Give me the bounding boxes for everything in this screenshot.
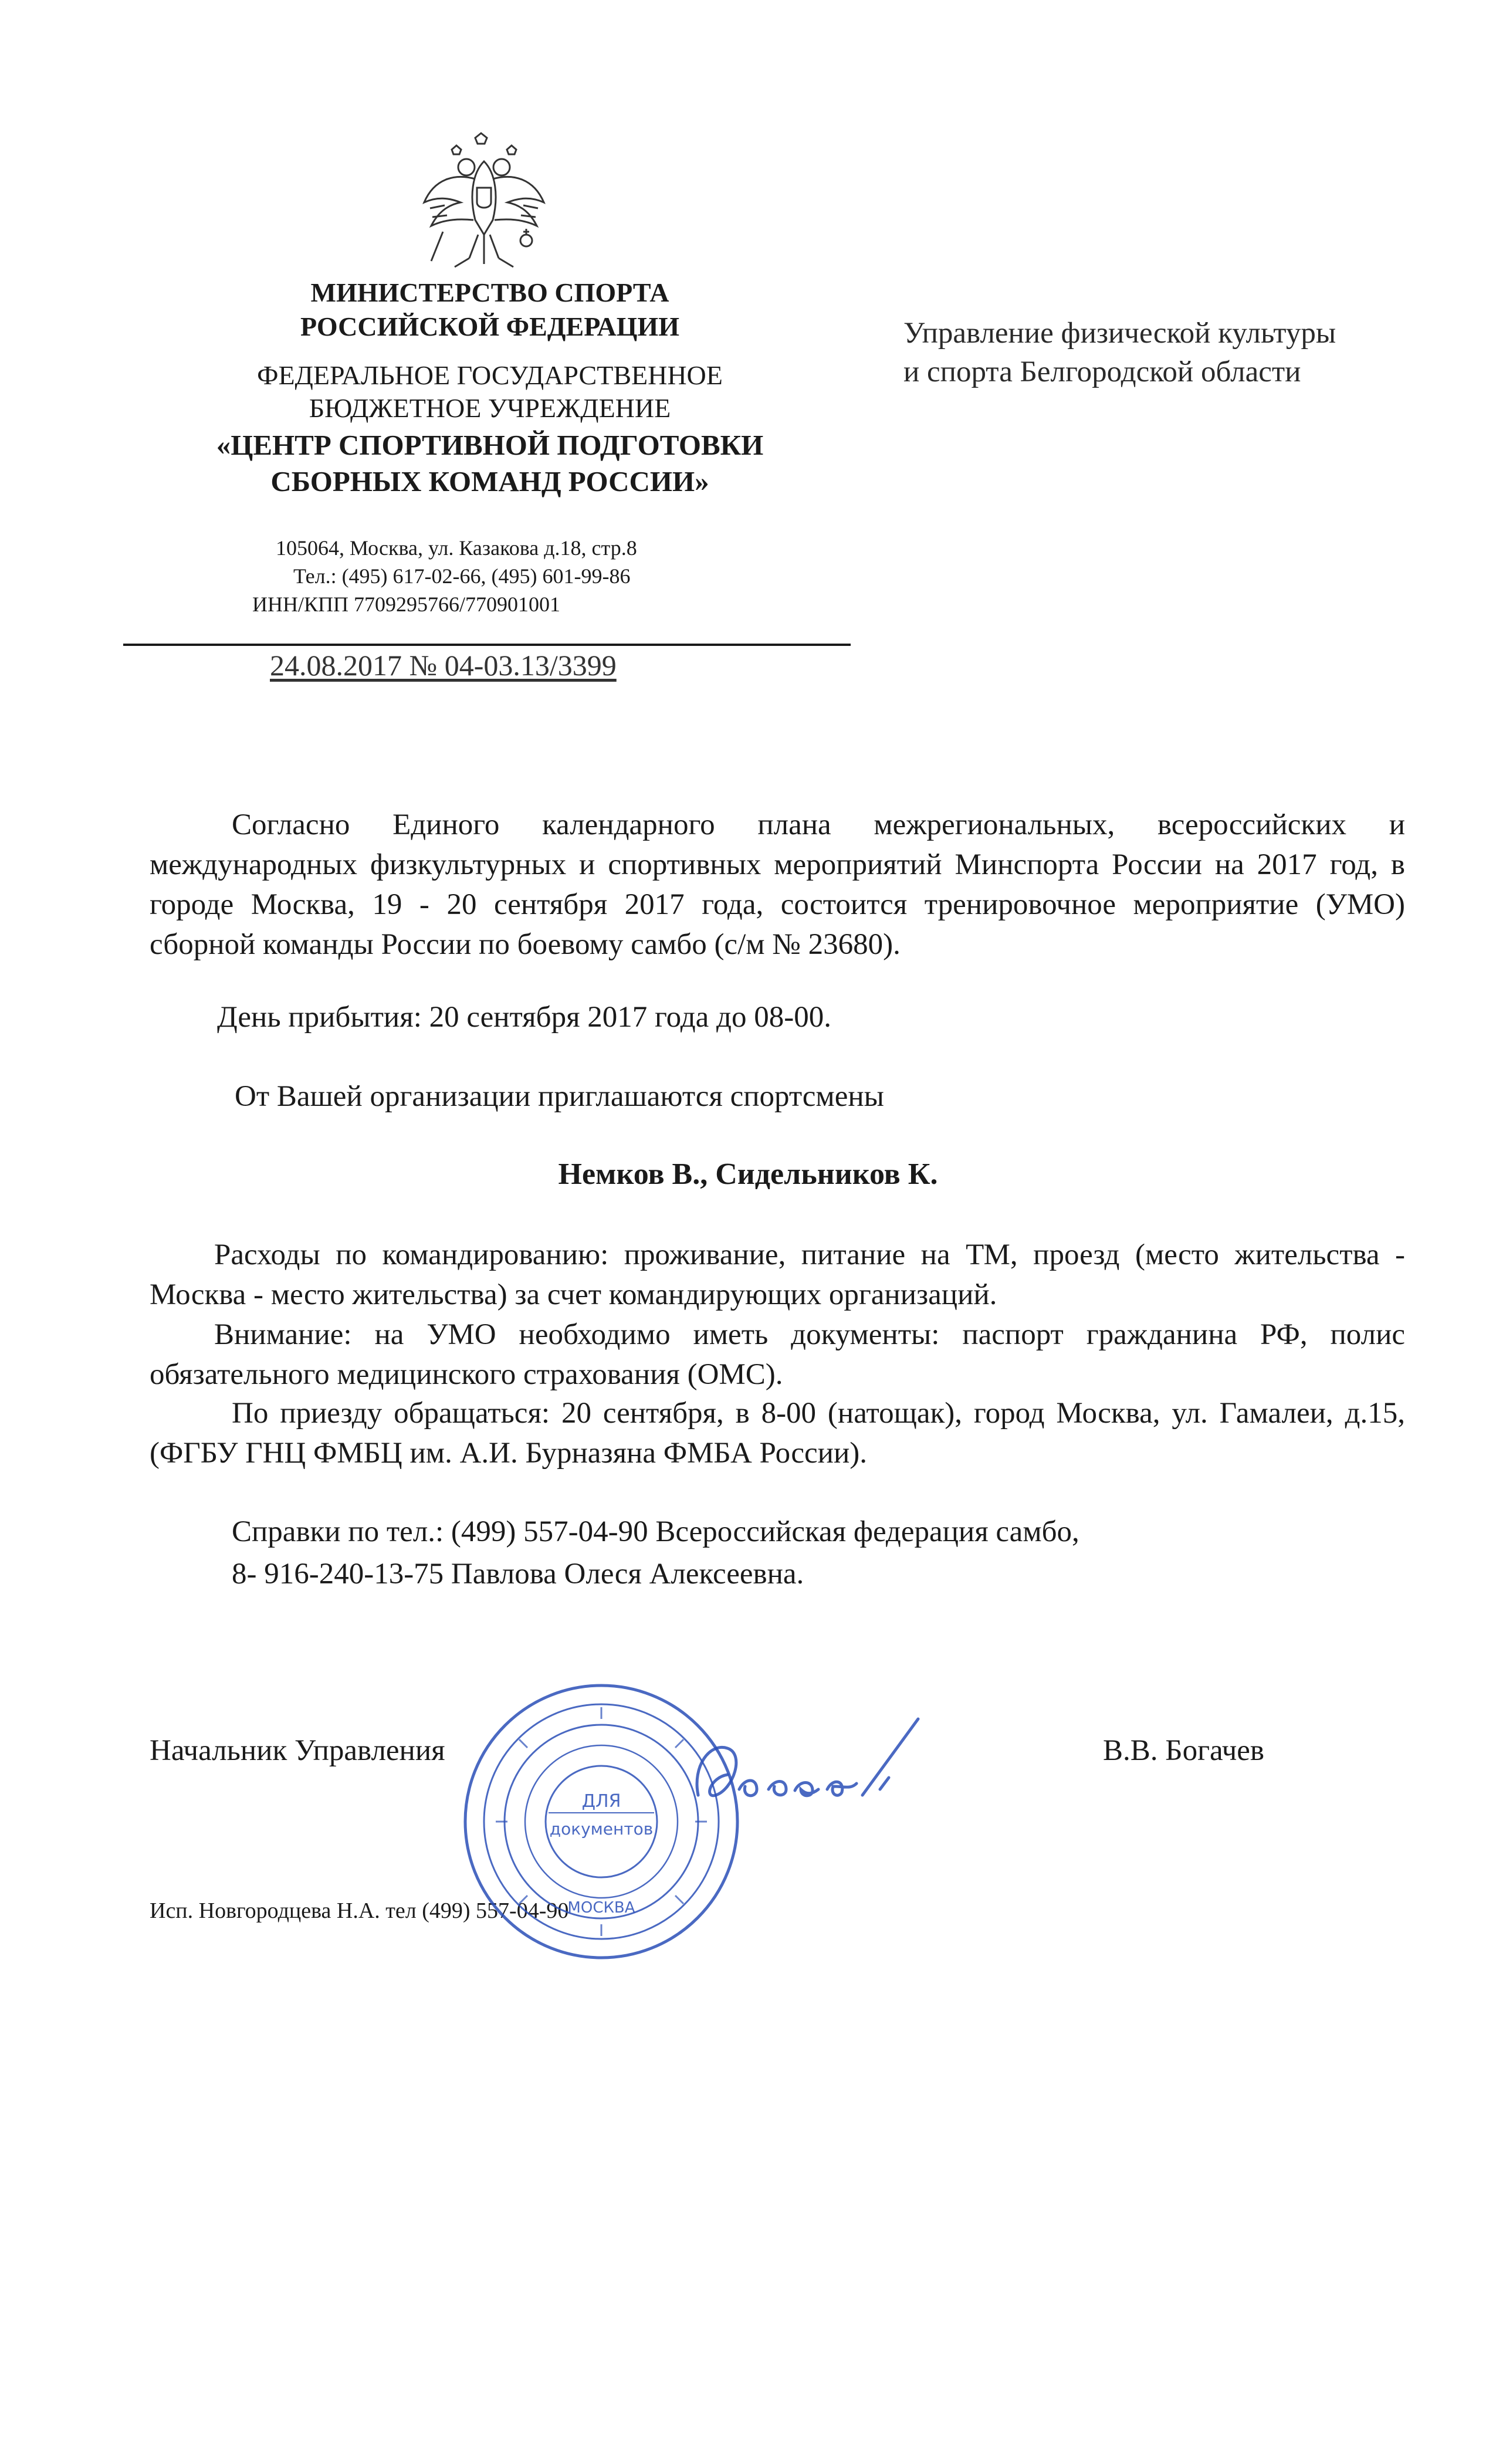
ministry-name [117, 276, 862, 344]
signer-name: В.В. Богачев [1103, 1734, 1264, 1767]
russian-coat-of-arms-icon [419, 132, 549, 279]
contact-block [235, 534, 751, 618]
stamp-center-line-1: ДЛЯ [581, 1791, 621, 1812]
stamp-center-line-2: документов [549, 1819, 654, 1839]
recipient [903, 314, 1336, 391]
document-number: 24.08.2017 № 04-03.13/3399 [270, 649, 617, 682]
handwritten-signature-icon [686, 1707, 933, 1830]
paragraph-expenses: Расходы по командированию: проживание, питание на ТМ, проезд (место жительства - Москва - место жительства) за счет командирующих организаций. [150, 1238, 1405, 1311]
paragraph-arrival-address: По приезду обращаться: 20 сентября, в 8-00 (натощак), город Москва, ул. Гамалеи, д.15, (ФГБУ ГНЦ ФМБЦ им. А.И. Бурназяна ФМБА России). [150, 1397, 1405, 1470]
inn-kpp: ИНН/КПП 7709295766/770901001 [252, 593, 561, 616]
phones: Тел.: (495) 617-02-66, (495) 601-99-86 [293, 564, 631, 588]
address: 105064, Москва, ул. Казакова д.18, стр.8 [276, 536, 637, 560]
institution-type [117, 359, 862, 425]
paragraph-attention: Внимание: на УМО необходимо иметь документы: паспорт гражданина РФ, полис обязательного медицинского страхования (ОМС). [150, 1318, 1405, 1391]
paragraph-arrival-day: День прибытия: 20 сентября 2017 года до 08-00. [217, 1001, 831, 1034]
ministry-line-1: МИНИСТЕРСТВО СПОРТА [310, 277, 669, 307]
recipient-line-1: Управление физической культуры [903, 317, 1336, 350]
info-line-1: Справки по тел.: (499) 557-04-90 Всероссийская федерация самбо, [232, 1515, 1079, 1548]
center-line-1: «ЦЕНТР СПОРТИВНОЙ ПОДГОТОВКИ [216, 429, 764, 461]
recipient-line-2: и спорта Белгородской области [903, 356, 1301, 388]
info-line-2: 8- 916-240-13-75 Павлова Олеся Алексеевна. [232, 1558, 804, 1590]
paragraph-event: Согласно Единого календарного плана межрегиональных, всероссийских и международных физкультурных и спортивных мероприятий Минспорта России на 2017 год, в городе Москва, 19 - 20 сентября 2017 года, состоится тренировочное мероприятие (УМО) сборной команды России по боевому самбо (с/м № 23680). [150, 808, 1405, 961]
fgbu-line-1: ФЕДЕРАЛЬНОЕ ГОСУДАРСТВЕННОЕ [257, 360, 723, 390]
header-rule [123, 644, 851, 646]
institution-name [117, 427, 862, 500]
center-line-2: СБОРНЫХ КОМАНД РОССИИ» [270, 465, 709, 497]
paragraph-invite: От Вашей организации приглашаются спортсмены [235, 1080, 884, 1113]
ministry-line-2: РОССИЙСКОЙ ФЕДЕРАЦИИ [300, 312, 679, 341]
fgbu-line-2: БЮДЖЕТНОЕ УЧРЕЖДЕНИЕ [309, 393, 671, 423]
reference-phones [232, 1511, 1405, 1595]
stamp-bottom-text: МОСКВА [567, 1899, 635, 1917]
executor-line: Исп. Новгородцева Н.А. тел (499) 557-04-90 [150, 1898, 569, 1923]
signer-position: Начальник Управления [150, 1734, 445, 1767]
athlete-names: Немков В., Сидельников К. [558, 1157, 938, 1191]
